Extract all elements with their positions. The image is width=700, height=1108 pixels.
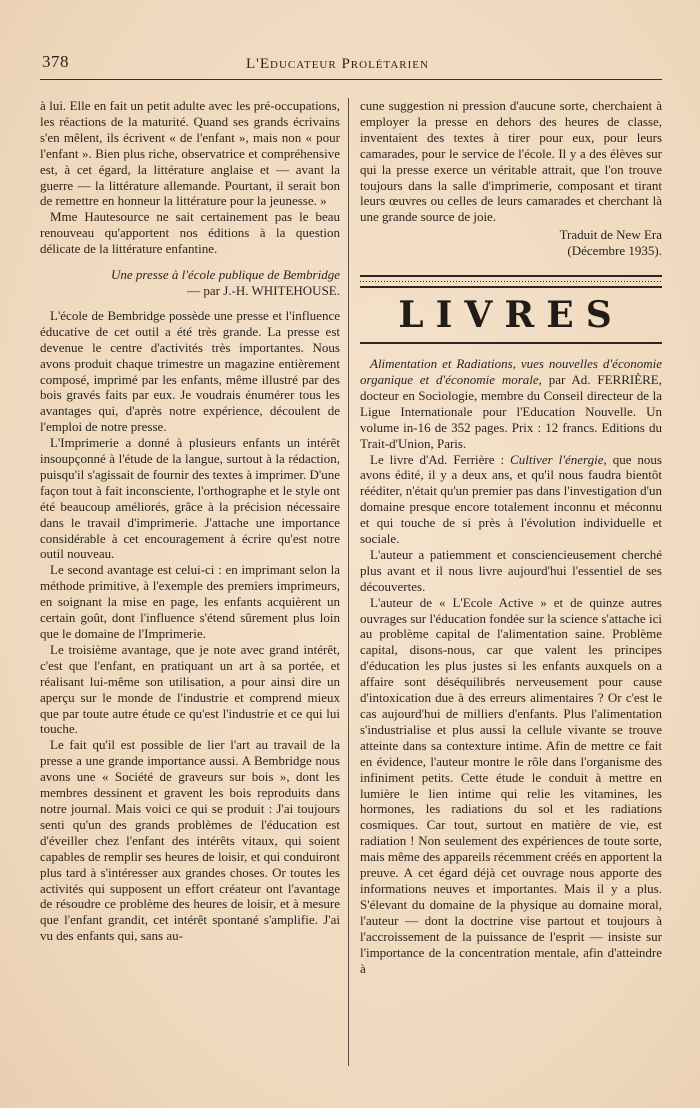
ornamental-rule: [360, 275, 662, 288]
cited-title: Cultiver l'énergie,: [510, 451, 607, 467]
article-author: — par J.-H. WHITEHOUSE.: [187, 282, 340, 298]
spacer: [40, 299, 340, 308]
translation-source: Traduit de New Era: [559, 227, 662, 243]
paragraph: L'Imprimerie a donné à plusieurs enfants un intérêt insoupçonné à l'étude de la langue, surtout à la rédaction, puisqu'il s'agissait de fournir des textes à imprimer. D'une façon tout à fait inconsciente, l'orthographe et le style ont été beaucoup améliorés, grâce à la précision nécessaire dans le travail d'imprimerie. J'attache une importance considérable à cet encouragement à écrire qu'est notre outil nouveau.: [40, 435, 340, 562]
paragraph: L'auteur a patiemment et consciencieusement cherché plus avant et il nous livre aujourd'hui l'essentiel de ses découvertes.: [360, 546, 662, 594]
paragraph: Le fait qu'il est possible de lier l'art au travail de la presse a une grande importance aussi. A Bembridge nous avons une « Société de graveurs sur bois », dont les membres dessinent et gravent les bois reproduits dans notre journal. Mais voici ce qui se produit : J'ai toujours senti qu'un des grands problèmes de l'éducation est d'éveiller chez l'enfant des intérêts vitaux, qui soient capables de remplir ses heures de loisir, et qui conduiront plus tard à s'intéresser aux grandes choses. Or toutes les activités qui supposent un effort créateur ont l'avantage de résoudre ce problème des heures de loisir, et à mesure que l'enfant grandit, cet intérêt spontané s'amplifie. J'ai vu des enfants qui, sans au-: [40, 737, 340, 944]
page-number: 378: [42, 52, 69, 71]
paragraph: L'auteur de « L'Ecole Active » et de quinze autres ouvrages sur l'éducation fondée sur la science s'attache ici au problème capital de l'alimentation saine. Problème capital, disons-nous, car que valent les principes d'éducation les plus justes si les enfants auxquels on a affaire sont déséquilibrés nerveusement pour cause d'intoxication due à des erreurs alimentaires ? Or c'est le cas aujourd'hui de milliers d'enfants. Plus l'alimentation s'industrialise et plus aussi la cellule vivante se trouve atteinte dans sa contexture intime. Afin de mettre ce fait en évidence, l'auteur montre le rôle dans l'organisme des infiniment petits. Cette étude le conduit à mettre en lumière le lien intime qui relie les vitamines, les hormones, les radiations du sol et les radiations cosmiques. Car tout, surtout en matière de vie, est radiation ! Non seulement des expériences de toute sorte, mais même des appareils récemment créés en apportent la preuve. A cet égard déjà cet ouvrage nous apporte des informations neuves et importantes. Mais il y a plus. S'élevant du domaine de la physique au domaine moral, l'auteur — dont la doctrine vise partout et toujours à l'accroissement de la puissance de l'esprit — insiste sur l'importance de la concentration mentale, afin d'atteindre à: [360, 594, 662, 976]
translation-credit: [360, 227, 662, 259]
book-title: Alimentation et Radiations, vues nouvelles d'économie organique et d'économie morale,: [360, 356, 662, 387]
paragraph-start: Le livre d'Ad. Ferrière :: [370, 451, 511, 467]
book-reference: [360, 356, 662, 451]
running-head: L'Educateur Prolétarien: [246, 56, 429, 72]
paragraph: L'école de Bembridge possède une presse et l'influence éducative de cet outil a été très grande. La presse est devenue le centre d'activités très importantes. Nous avons produit chaque trimestre un magazine entièrement composé, imprimé par les enfants, même illustré par des bois gravés faits par eux. Je voudrais énumérer tous les avantages qui, d'après notre expérience, découlent de l'emploi de notre presse.: [40, 307, 340, 435]
header-rule: [40, 79, 662, 80]
paragraph-end: que nous avons édité, il y a deux ans, et qu'il nous faudra bientôt rééditer, n'était qu'un premier pas dans l'investigation d'un domaine presque encore totalement inconnu et méconnu et qui touche de si près à l'évolution individuelle et sociale.: [360, 451, 662, 547]
paragraph: Mme Hautesource ne sait certainement pas le beau renouveau qu'apportent nos éditions à la question délicate de la littérature enfantine.: [40, 209, 340, 257]
section-title-rule: [360, 342, 662, 344]
book-details: par Ad. FERRIÈRE, docteur en Sociologie, membre du Conseil directeur de la Ligue Internationale pour l'Education Nouvelle. Un volume in-16 de 352 pages. Prix : 12 francs. Editions du Trait-d'Union, Paris.: [360, 371, 662, 451]
column-divider: [348, 98, 349, 1066]
paragraph: cune suggestion ni pression d'aucune sorte, cherchaient à employer la presse en dehors des heures de classe, inventaient des textes à tirer pour eux, pour leurs camarades, pour le service de l'école. Il y a des élèves sur qui la presse exerce un véritable attrait, que l'on trouve toujours dans la salle d'imprimerie, composant et tirant leurs œuvres ou celles de leurs camarades et cherchant là une grande source de joie.: [360, 98, 662, 225]
section-title-livres: LIVRES: [398, 294, 624, 337]
paragraph: Le second avantage est celui-ci : en imprimant selon la méthode primitive, à l'exemple des premiers imprimeurs, en soignant la mise en page, les enfants acquièrent un certain goût, dont l'influence s'étend sûrement plus loin que le domaine de l'Imprimerie.: [40, 562, 340, 641]
paragraph: [360, 452, 662, 547]
right-column: [360, 98, 662, 976]
left-column: [40, 98, 340, 944]
paragraph: Le troisième avantage, que je note avec grand intérêt, c'est que l'enfant, en pratiquant un art à sa portée, et réalisant lui-même son utilisation, a pour ainsi dire un aperçu sur le monde de l'industrie et comprend mieux que par toute autre étude ce qu'est l'industrie et ce qui lui touche.: [40, 641, 340, 737]
translation-date: (Décembre 1935).: [567, 243, 662, 259]
article-title: Une presse à l'école publique de Bembridge: [110, 267, 340, 283]
paragraph: à lui. Elle en fait un petit adulte avec les pré-occupations, les réactions de la maturité. Quand ses grands écrivains s'en mêlent, ils écrivent « de l'enfant », mais non « pour l'enfant ». Bien plus riche, observatrice et compréhensive est, à cet égard, la littérature anglaise et — avant la guerre — la littérature allemande. Pourtant, il serait bon de remettre en honneur la littérature pour la jeunesse. »: [40, 98, 340, 209]
article-heading: [40, 267, 340, 299]
